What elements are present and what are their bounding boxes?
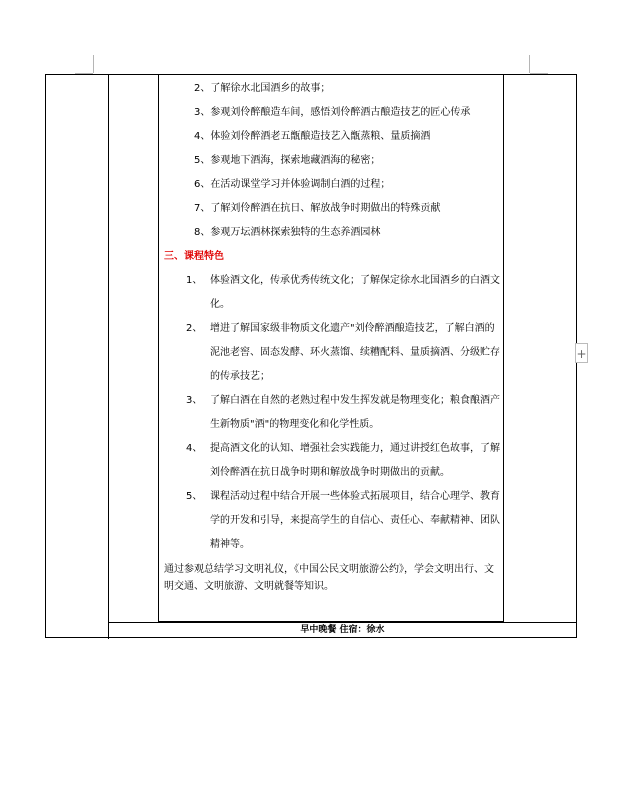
step-item: 7、了解刘伶醉酒在抗日、解放战争时期做出的特殊贡献 (194, 203, 441, 214)
feature-text: 课程活动过程中结合开展一些体验式拓展项目，结合心理学、教育学的开发和引导，来提高学生的自信心、责任心、奉献精神、团队精神等。 (210, 491, 500, 550)
section-title: 三、课程特色 (164, 251, 224, 262)
feature-number: 1、 (186, 275, 203, 286)
feature-number: 5、 (186, 491, 203, 502)
column-divider-2 (158, 75, 159, 622)
feature-number: 4、 (186, 443, 203, 454)
column-divider-1 (108, 75, 109, 639)
feature-text: 增进了解国家级非物质文化遗产"刘伶醉酒酿造技艺，了解白酒的泥池老窖、固态发酵、环火蒸馏、续糟配料、量质摘酒、分级贮存的传承技艺； (210, 323, 500, 382)
feature-number: 2、 (186, 323, 203, 334)
step-item: 2、了解徐水北国酒乡的故事； (194, 83, 331, 94)
corner-mark-left-vertical (93, 55, 94, 73)
meals-lodging-row: 早中晚餐 住宿：徐水 (300, 625, 385, 635)
feature-text: 体验酒文化，传承优秀传统文化；了解保定徐水北国酒乡的白酒文化。 (210, 275, 500, 310)
feature-number: 3、 (186, 395, 203, 406)
feature-text: 提高酒文化的认知、增强社会实践能力，通过讲授红色故事，了解刘伶醉酒在抗日战争时期和解放战争时期做出的贡献。 (210, 443, 500, 478)
add-row-button[interactable]: + (575, 343, 588, 363)
summary-paragraph: 通过参观总结学习文明礼仪，《中国公民文明旅游公约》，学会文明出行、文明交通、文明旅游、文明就餐等知识。 (164, 564, 494, 592)
itinerary-table (45, 74, 577, 638)
corner-mark-right-vertical (529, 55, 530, 73)
step-item: 8、参观万坛酒林探索独特的生态养酒园林 (194, 227, 381, 238)
step-item: 6、在活动课堂学习并体验调制白酒的过程； (194, 179, 391, 190)
feature-text: 了解白酒在自然的老熟过程中发生挥发就是物理变化；粮食酿酒产生新物质"酒"的物理变化和化学性质。 (210, 395, 500, 430)
step-item: 4、体验刘伶醉酒老五甑酿造技艺入甑蒸粮、量质摘酒 (194, 131, 431, 142)
step-item: 3、参观刘伶醉酿造车间，感悟刘伶醉酒古酿造技艺的匠心传承 (194, 107, 471, 118)
step-item: 5、参观地下酒海，探索地藏酒海的秘密； (194, 155, 381, 166)
